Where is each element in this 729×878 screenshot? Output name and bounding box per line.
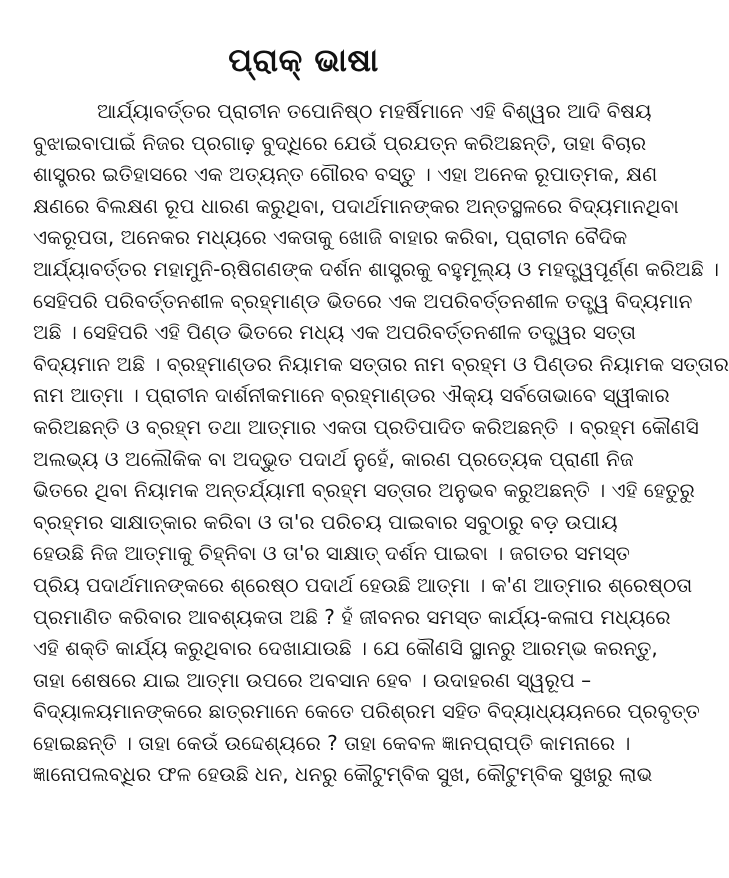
text-line: କରିଅଛନ୍ତି ଓ ବ୍ରହ୍ମ ତଥା ଆତ୍ମାର ଏକତା ପ୍ରତିପାଦିତ କରିଅଛନ୍ତି । ବ୍ରହ୍ମ କୌଣସି: [33, 414, 699, 439]
text-line: କ୍ଷଣରେ ବିଲକ୍ଷଣ ରୂପ ଧାରଣ କରୁଥିବା, ପଦାର୍ଥମାନଙ୍କର ଅନ୍ତସ୍ଥଳରେ ବିଦ୍ୟମାନଥିବା: [33, 193, 679, 218]
text-line: ଆର୍ଯ୍ୟାବର୍ତ୍ତର ପ୍ରାଚୀନ ତପୋନିଷ୍ଠ ମହର୍ଷିମାନେ ଏହି ବିଶ୍ୱର ଆଦି ବିଷୟ: [97, 99, 652, 123]
text-line: ଆର୍ଯ୍ୟାବର୍ତ୍ତର ମହାମୁନି-ଋଷିଗଣଙ୍କ ଦର୍ଶନ ଶାସ୍ତ୍ରକୁ ବହୁମୂଲ୍ୟ ଓ ମହତ୍ତ୍ୱପୂର୍ଣ୍ଣ କରିଅଛି ।: [33, 256, 719, 281]
text-line: ହୋଇଛନ୍ତି । ତାହା କେଉଁ ଉଦ୍ଦେଶ୍ୟରେ ? ତାହା କେବଳ ଜ୍ଞାନପ୍ରାପ୍ତି କାମନାରେ ।: [33, 730, 631, 755]
text-line: ଜ୍ଞାନୋପଲବ୍ଧିର ଫଳ ହେଉଛି ଧନ, ଧନରୁ କୌଟୁମ୍ବିକ ସୁଖ, କୌଟୁମ୍ବିକ ସୁଖରୁ ଲାଭ: [33, 762, 653, 787]
text-line: ଅଲଭ୍ୟ ଓ ଅଲୌକିକ ବା ଅଦ୍ଭୁତ ପଦାର୍ଥ ନୁହେଁ, କାରଣ ପ୍ରତ୍ୟେକ ପ୍ରାଣୀ ନିଜ: [33, 446, 634, 471]
text-line: ବ୍ରହ୍ମର ସାକ୍ଷାତ୍କାର କରିବା ଓ ତା'ର ପରିଚୟ ପାଇବାର ସବୁଠାରୁ ବଡ଼ ଉପାୟ: [33, 509, 618, 534]
text-line: ତାହା ଶେଷରେ ଯାଇ ଆତ୍ମା ଉପରେ ଅବସାନ ହେବ । ଉଦାହରଣ ସ୍ୱରୂପ –: [33, 667, 592, 692]
text-line: ଏକରୂପତା, ଅନେକର ମଧ୍ୟରେ ଏକତାକୁ ଖୋଜି ବାହାର କରିବା, ପ୍ରାଚୀନ ବୈଦିକ: [33, 225, 628, 250]
body-paragraph: [33, 96, 729, 791]
text-line: ଏହି ଶକ୍ତି କାର୍ଯ୍ୟ କରୁଥିବାର ଦେଖାଯାଉଛି । ଯେ କୌଣସି ସ୍ଥାନରୁ ଆରମ୍ଭ କରନ୍ତୁ,: [33, 636, 658, 661]
text-line: ସେହିପରି ପରିବର୍ତ୍ତନଶୀଳ ବ୍ରହ୍ମାଣ୍ଡ ଭିତରେ ଏକ ଅପରିବର୍ତ୍ତନଶୀଳ ତତ୍ତ୍ୱ ବିଦ୍ୟମାନ: [33, 288, 693, 313]
text-line: ବୁଝାଇବାପାଇଁ ନିଜର ପ୍ରଗାଢ଼ ବୁଦ୍ଧିରେ ଯେଉଁ ପ୍ରଯତ୍ନ କରିଅଛନ୍ତି, ତାହା ବିଚାର: [33, 130, 647, 155]
text-line: ଅଛି । ସେହିପରି ଏହି ପିଣ୍ଡ ଭିତରେ ମଧ୍ୟ ଏକ ଅପରିବର୍ତ୍ତନଶୀଳ ତତ୍ତ୍ୱର ସତ୍ତା: [33, 320, 637, 345]
text-line: ଶାସ୍ତ୍ରର ଇତିହାସରେ ଏକ ଅତ୍ୟନ୍ତ ଗୌରବ ବସ୍ତୁ । ଏହା ଅନେକ ରୂପାତ୍ମକ, କ୍ଷଣ: [33, 162, 658, 187]
text-line: ନାମ ଆତ୍ମା । ପ୍ରାଚୀନ ଦାର୍ଶନୀକମାନେ ବ୍ରହ୍ମାଣ୍ଡର ଐକ୍ୟ ସର୍ବତୋଭାବେ ସ୍ୱୀକାର: [33, 383, 670, 408]
text-line: ବିଦ୍ୟାଳୟମାନଙ୍କରେ ଛାତ୍ରମାନେ କେତେ ପରିଶ୍ରମ ସହିତ ବିଦ୍ୟାଧ୍ୟୟନରେ ପ୍ରବୃତ୍ତ: [33, 699, 700, 724]
text-line: ବିଦ୍ୟମାନ ଅଛି । ବ୍ରହ୍ମାଣ୍ଡର ନିୟାମକ ସତ୍ତାର ନାମ ବ୍ରହ୍ମ ଓ ପିଣ୍ଡର ନିୟାମକ ସତ୍ତାର: [33, 351, 729, 376]
text-line: ଭିତରେ ଥିବା ନିୟାମକ ଅନ୍ତର୍ଯ୍ୟାମୀ ବ୍ରହ୍ମ ସତ୍ତାର ଅନୁଭବ କରୁଅଛନ୍ତି । ଏହି ହେତୁରୁ: [33, 478, 695, 503]
text-line: ପ୍ରମାଣିତ କରିବାର ଆବଶ୍ୟକତା ଅଛି ? ହଁ ଜୀବନର ସମସ୍ତ କାର୍ଯ୍ୟ-କଳାପ ମଧ୍ୟରେ: [33, 604, 671, 629]
text-line: ହେଉଛି ନିଜ ଆତ୍ମାକୁ ଚିହ୍ନିବା ଓ ତା'ର ସାକ୍ଷାତ୍ ଦର୍ଶନ ପାଇବା । ଜଗତର ସମସ୍ତ: [33, 541, 630, 566]
text-line: ପ୍ରିୟ ପଦାର୍ଥମାନଙ୍କରେ ଶ୍ରେଷ୍ଠ ପଦାର୍ଥ ହେଉଛି ଆତ୍ମା । କ'ଣ ଆତ୍ମାର ଶ୍ରେଷ୍ଠତା: [33, 572, 693, 597]
chapter-title: ପ୍ରାକ୍ ଭାଷା: [228, 41, 379, 79]
